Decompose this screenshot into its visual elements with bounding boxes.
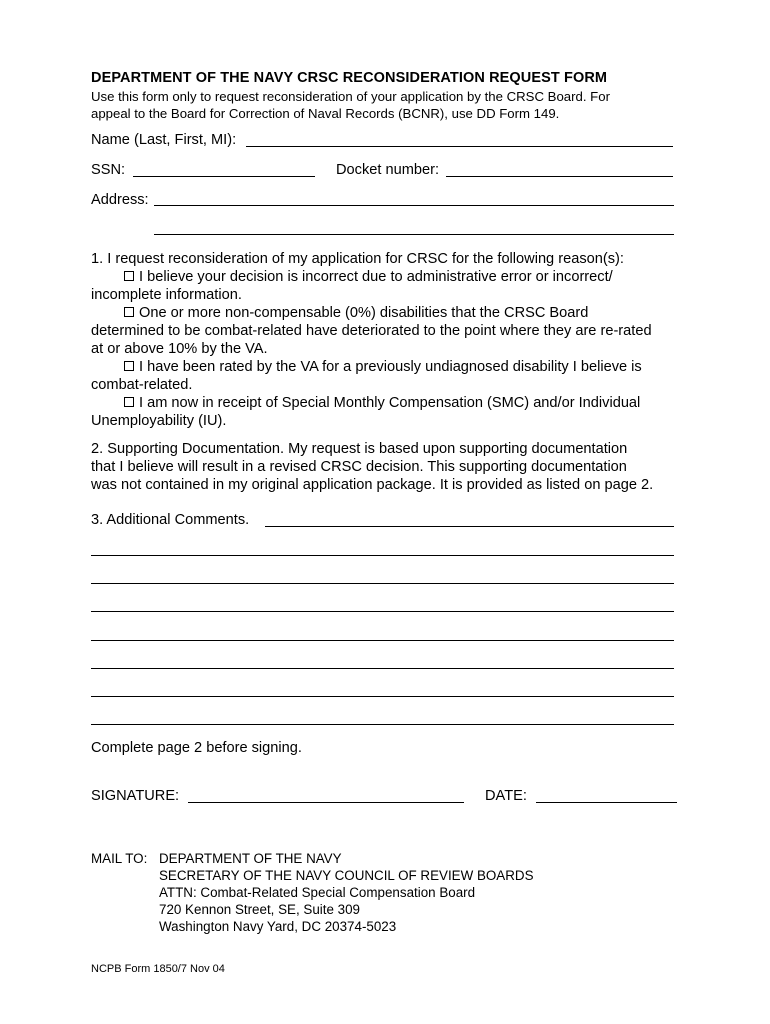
comments-line-3[interactable] [91,583,674,584]
option-4[interactable] [91,394,691,412]
ssn-field[interactable] [133,176,315,177]
docket-label: Docket number: [336,162,440,178]
mail-address-line-5: Washington Navy Yard, DC 20374-5023 [159,919,397,934]
option-4-text-cont: Unemployability (IU). [91,413,227,429]
address-field-line-1[interactable] [154,205,674,206]
section-2-line-1: 2. Supporting Documentation. My request is based upon supporting documentation [91,441,628,457]
option-1-checkbox[interactable] [124,271,134,281]
mail-to-label: MAIL TO: [91,851,148,866]
option-3[interactable] [91,358,691,376]
comments-line-6[interactable] [91,668,674,669]
comments-line-4[interactable] [91,611,674,612]
section-2-line-2: that I believe will result in a revised CRSC decision. This supporting documentation [91,459,627,475]
name-field[interactable] [246,146,673,147]
mail-address-line-3: ATTN: Combat-Related Special Compensation Board [159,885,476,900]
mail-address [159,850,534,935]
mail-address-line-4: 720 Kennon Street, SE, Suite 309 [159,902,361,917]
comments-line-2[interactable] [91,555,674,556]
instructions: Complete page 2 before signing. [91,740,302,756]
mail-address-line-1: DEPARTMENT OF THE NAVY [159,851,342,866]
option-2-text-cont: determined to be combat-related have deteriorated to the point where they are re-rated [91,323,652,339]
ssn-label: SSN: [91,162,126,178]
option-1[interactable] [91,268,691,286]
option-4-text: I am now in receipt of Special Monthly Compensation (SMC) and/or Individual [139,395,641,411]
form-number: NCPB Form 1850/7 Nov 04 [91,963,225,975]
intro-line-2: appeal to the Board for Correction of Naval Records (BCNR), use DD Form 149. [91,106,560,121]
section-3-label: 3. Additional Comments. [91,512,250,528]
docket-field[interactable] [446,176,673,177]
option-1-text: I believe your decision is incorrect due to administrative error or incorrect/ [139,269,613,285]
address-field-line-2[interactable] [154,234,674,235]
option-2-checkbox[interactable] [124,307,134,317]
address-label: Address: [91,192,149,208]
section-1-heading: 1. I request reconsideration of my application for CRSC for the following reason(s): [91,251,624,267]
signature-field[interactable] [188,802,464,803]
option-2[interactable] [91,304,691,322]
date-field[interactable] [536,802,677,803]
mail-address-line-2: SECRETARY OF THE NAVY COUNCIL OF REVIEW BOARDS [159,868,534,883]
intro-line-1: Use this form only to request reconsideration of your application by the CRSC Board. For [91,89,610,104]
date-label: DATE: [485,788,527,804]
comments-line-7[interactable] [91,696,674,697]
option-3-text-cont: combat-related. [91,377,193,393]
name-label: Name (Last, First, MI): [91,132,237,148]
option-2-text: One or more non-compensable (0%) disabilities that the CRSC Board [139,305,589,321]
section-2-line-3: was not contained in my original application package. It is provided as listed on page 2. [91,477,654,493]
form-title: DEPARTMENT OF THE NAVY CRSC RECONSIDERATION REQUEST FORM [91,70,608,86]
comments-line-8[interactable] [91,724,674,725]
section-2 [91,440,701,494]
option-2-text-cont-2: at or above 10% by the VA. [91,341,268,357]
comments-line-1[interactable] [265,526,674,527]
option-1-text-cont: incomplete information. [91,287,242,303]
option-4-checkbox[interactable] [124,397,134,407]
comments-line-5[interactable] [91,640,674,641]
option-3-checkbox[interactable] [124,361,134,371]
signature-label: SIGNATURE: [91,788,180,804]
option-3-text: I have been rated by the VA for a previously undiagnosed disability I believe is [139,359,642,375]
section-1 [91,250,691,430]
